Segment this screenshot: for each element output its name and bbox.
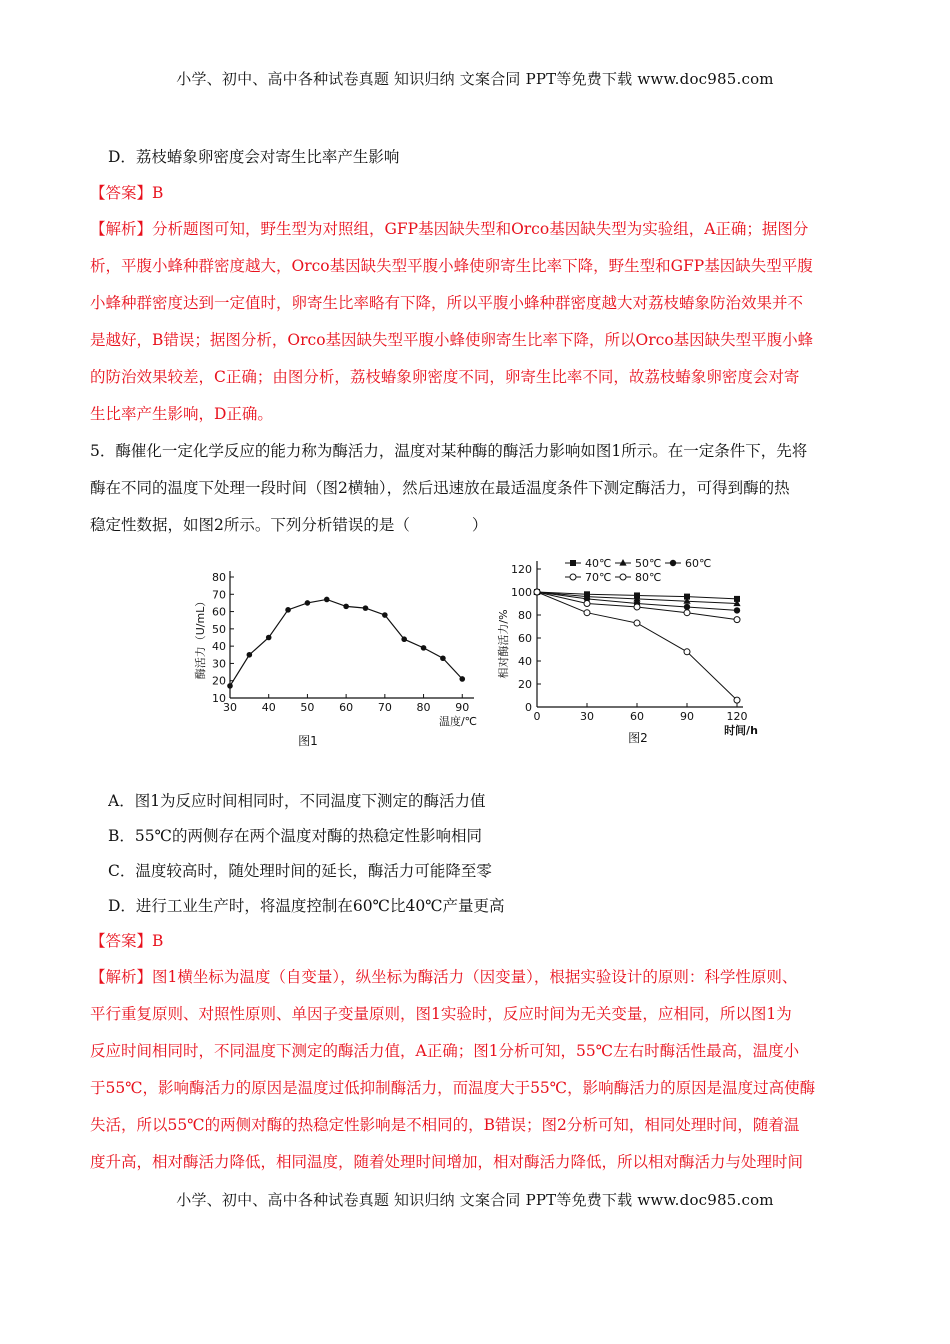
q5-analysis-line: 【解析】图1横坐标为温度（自变量），纵坐标为酶活力（因变量），根据实验设计的原则：科学性原则、 bbox=[90, 968, 798, 986]
page-header: 小学、初中、高中各种试卷真题 知识归纳 文案合同 PPT等免费下载 www.doc985.com bbox=[176, 70, 774, 88]
data-point bbox=[285, 607, 291, 613]
y-axis-label: 相对酶活力/% bbox=[497, 609, 510, 679]
y-axis-label: 酶活力（U/mL） bbox=[194, 595, 207, 680]
x-tick-label: 60 bbox=[339, 701, 354, 714]
y-tick-label: 30 bbox=[212, 657, 226, 671]
q5-option-c: C．温度较高时，随处理时间的延长，酶活力可能降至零 bbox=[108, 862, 492, 880]
data-point bbox=[584, 610, 590, 616]
y-tick-label: 80 bbox=[518, 609, 532, 622]
q4-analysis-line: 【解析】分析题图可知，野生型为对照组，GFP基因缺失型和Orco基因缺失型为实验组，A正确；据图分 bbox=[90, 220, 809, 238]
x-axis-label: 时间/h bbox=[724, 724, 758, 737]
data-point bbox=[570, 560, 576, 566]
y-tick-label: 120 bbox=[511, 563, 532, 576]
x-tick-label: 50 bbox=[300, 701, 315, 714]
chart-title: 图2 bbox=[628, 731, 648, 745]
data-point bbox=[634, 604, 640, 610]
data-point bbox=[324, 597, 330, 603]
y-tick-label: 70 bbox=[212, 588, 226, 602]
y-tick-label: 20 bbox=[212, 674, 226, 688]
figure-1-chart bbox=[190, 555, 490, 755]
series-line bbox=[230, 599, 462, 685]
y-tick-label: 80 bbox=[212, 571, 226, 584]
q4-answer: 【答案】B bbox=[90, 184, 164, 202]
q5-answer: 【答案】B bbox=[90, 932, 164, 950]
q5-analysis-line: 反应时间相同时，不同温度下测定的酶活力值，A正确；图1分析可知，55℃左右时酶活性最高，温度小 bbox=[90, 1042, 800, 1060]
q5-stem-line: 稳定性数据，如图2所示。下列分析错误的是（ ） bbox=[90, 516, 488, 534]
q5-analysis-line: 失活，所以55℃的两侧对酶的热稳定性影响是不相同的，B错误；图2分析可知，相同处理时间，随着温 bbox=[90, 1116, 800, 1134]
x-tick-label: 30 bbox=[580, 710, 594, 723]
data-point bbox=[459, 676, 465, 682]
data-point bbox=[584, 601, 590, 607]
data-point bbox=[619, 559, 626, 566]
data-point bbox=[734, 617, 740, 623]
data-point bbox=[734, 607, 740, 613]
data-point bbox=[684, 649, 690, 655]
q4-analysis-line: 的防治效果较差，C正确；由图分析，荔枝蝽象卵密度不同，卵寄生比率不同，故荔枝蝽象卵密度会对寄 bbox=[90, 368, 800, 386]
data-point bbox=[421, 645, 427, 651]
page-footer: 小学、初中、高中各种试卷真题 知识归纳 文案合同 PPT等免费下载 www.doc985.com bbox=[176, 1191, 774, 1209]
data-point bbox=[305, 600, 311, 606]
legend-label: 40℃ bbox=[585, 557, 612, 570]
data-point bbox=[343, 604, 349, 610]
q5-option-b: B．55℃的两侧存在两个温度对酶的热稳定性影响相同 bbox=[108, 827, 482, 845]
legend-label: 70℃ bbox=[585, 571, 612, 584]
q5-option-a: A．图1为反应时间相同时，不同温度下测定的酶活力值 bbox=[108, 792, 486, 810]
y-tick-label: 40 bbox=[518, 655, 532, 668]
data-point bbox=[670, 560, 676, 566]
q5-stem-line: 酶在不同的温度下处理一段时间（图2横轴），然后迅速放在最适温度条件下测定酶活力，可得到酶的热 bbox=[90, 479, 790, 497]
data-point bbox=[382, 612, 388, 618]
y-tick-label: 20 bbox=[518, 678, 532, 691]
x-tick-label: 120 bbox=[726, 710, 748, 723]
data-point bbox=[620, 574, 626, 580]
data-point bbox=[247, 652, 253, 658]
data-point bbox=[634, 620, 640, 626]
y-tick-label: 0 bbox=[525, 701, 532, 714]
data-point bbox=[570, 574, 576, 580]
y-tick-label: 60 bbox=[518, 632, 532, 645]
legend-label: 50℃ bbox=[635, 557, 662, 570]
q4-option-d: D．荔枝蝽象卵密度会对寄生比率产生影响 bbox=[108, 148, 400, 166]
y-tick-label: 60 bbox=[212, 605, 226, 619]
x-tick-label: 90 bbox=[680, 710, 694, 723]
y-tick-label: 100 bbox=[511, 586, 532, 599]
q5-option-d: D．进行工业生产时，将温度控制在60℃比40℃产量更高 bbox=[108, 897, 505, 915]
data-point bbox=[227, 683, 233, 689]
x-tick-label: 90 bbox=[455, 701, 470, 714]
data-point bbox=[401, 636, 407, 642]
x-tick-label: 40 bbox=[261, 701, 276, 714]
figure-2-chart bbox=[490, 550, 780, 750]
data-point bbox=[684, 604, 690, 610]
q5-analysis-line: 于55℃，影响酶活力的原因是温度过低抑制酶活力，而温度大于55℃，影响酶活力的原因是温度过高使酶 bbox=[90, 1079, 816, 1097]
x-tick-label: 30 bbox=[223, 701, 237, 714]
q5-analysis-line: 平行重复原则、对照性原则、单因子变量原则，图1实验时，反应时间为无关变量，应相同，所以图1为 bbox=[90, 1005, 792, 1023]
q4-analysis-line: 析，平腹小蜂种群密度越大，Orco基因缺失型平腹小蜂使卵寄生比率下降，野生型和GFP基因缺失型平腹 bbox=[90, 257, 813, 275]
data-point bbox=[534, 589, 540, 595]
legend-label: 60℃ bbox=[685, 557, 712, 570]
data-point bbox=[440, 655, 446, 661]
x-tick-label: 70 bbox=[377, 701, 392, 714]
y-tick-label: 50 bbox=[212, 622, 226, 636]
q4-analysis-line: 是越好，B错误；据图分析，Orco基因缺失型平腹小蜂使卵寄生比率下降，所以Orco基因缺失型平腹小蜂 bbox=[90, 331, 814, 349]
legend-label: 80℃ bbox=[635, 571, 662, 584]
data-point bbox=[363, 605, 369, 611]
x-tick-label: 60 bbox=[630, 710, 644, 723]
y-tick-label: 40 bbox=[212, 640, 226, 654]
data-point bbox=[266, 635, 272, 641]
y-tick-label: 10 bbox=[212, 692, 226, 705]
q4-analysis-line: 小蜂种群密度达到一定值时，卵寄生比率略有下降，所以平腹小蜂种群密度越大对荔枝蝽象防治效果并不 bbox=[90, 294, 804, 312]
data-point bbox=[684, 610, 690, 616]
x-tick-label: 80 bbox=[416, 701, 431, 714]
x-axis-label: 温度/℃ bbox=[438, 715, 478, 728]
q5-analysis-line: 度升高，相对酶活力降低，相同温度，随着处理时间增加，相对酶活力降低，所以相对酶活力与处理时间 bbox=[90, 1153, 804, 1171]
chart-title: 图1 bbox=[298, 734, 318, 748]
q4-analysis-line: 生比率产生影响，D正确。 bbox=[90, 405, 273, 423]
x-tick-label: 0 bbox=[533, 710, 541, 723]
q5-stem-line: 5．酶催化一定化学反应的能力称为酶活力，温度对某种酶的酶活力影响如图1所示。在一定条件下，先将 bbox=[90, 442, 808, 460]
data-point bbox=[734, 697, 740, 703]
